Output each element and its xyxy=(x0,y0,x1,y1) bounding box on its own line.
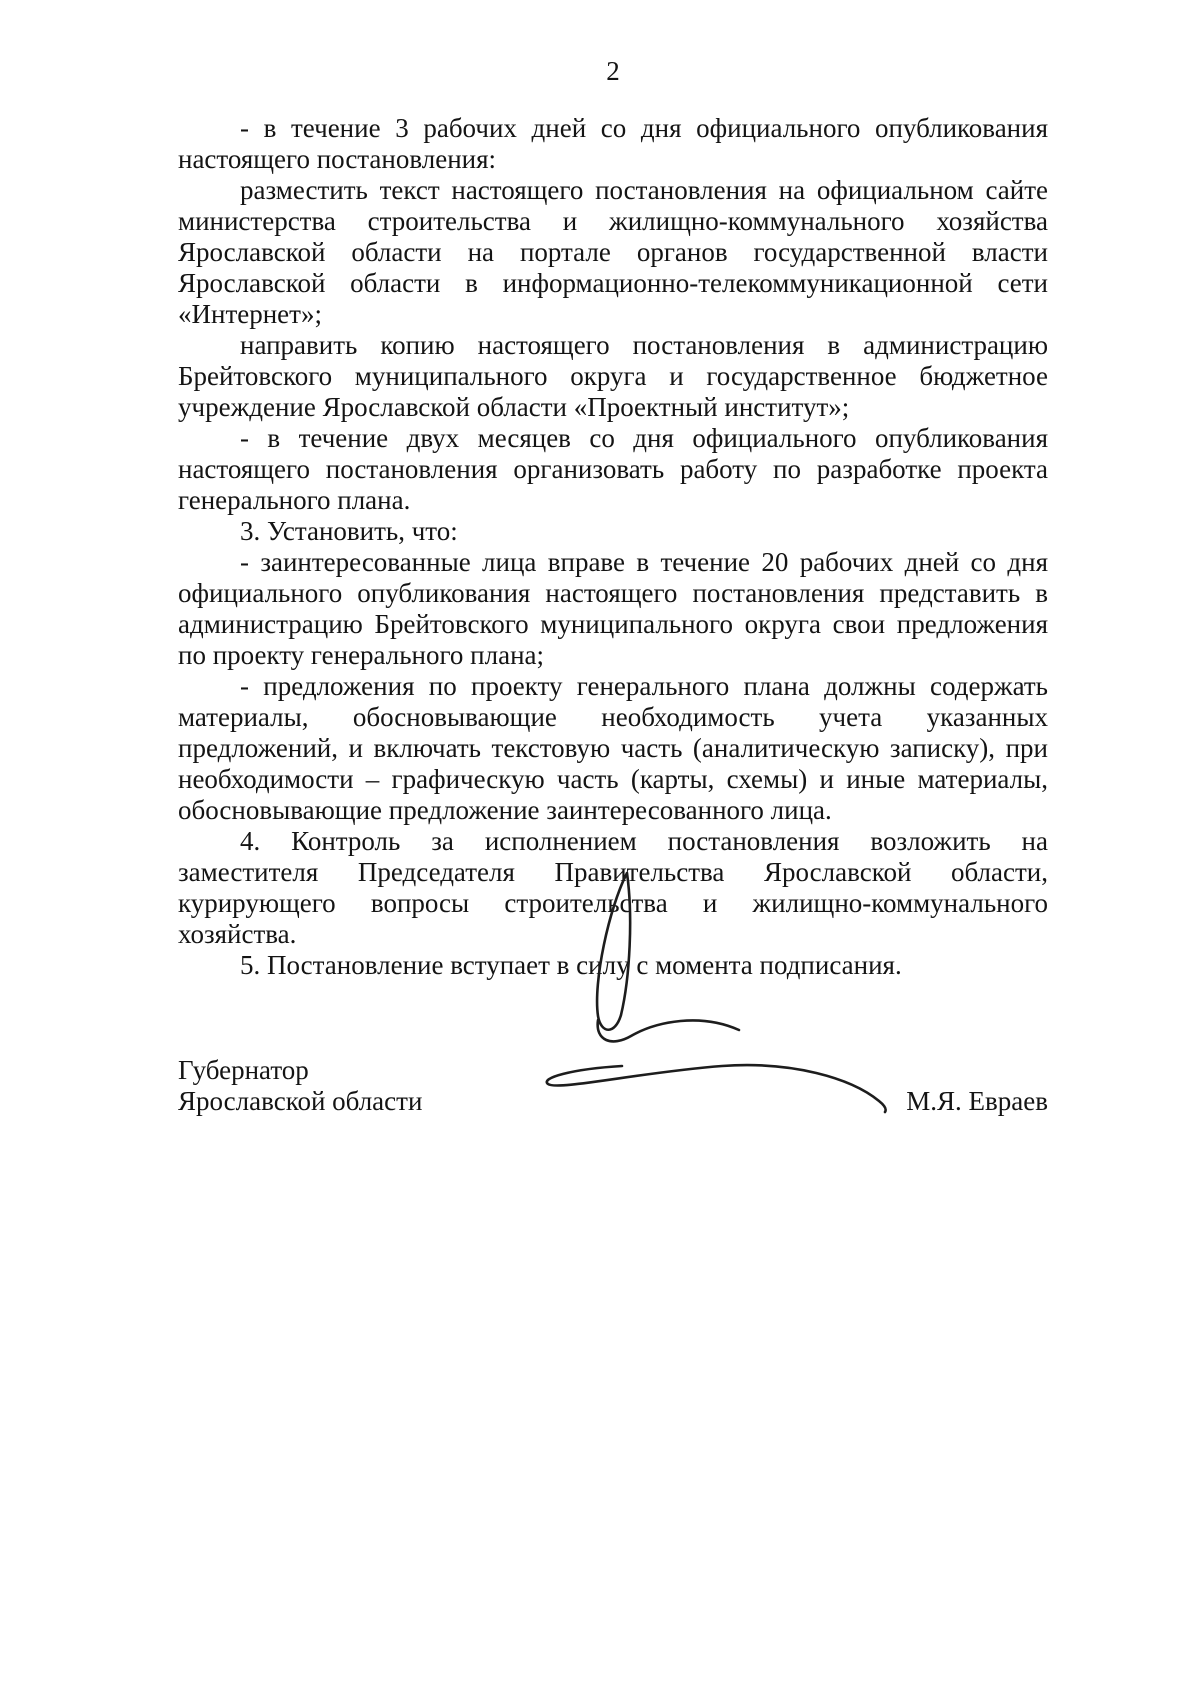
paragraph: направить копию настоящего постановления в администрацию Брейтовского муниципального округа и государственное бюджетное учреждение Ярославской области «Проектный институт»; xyxy=(178,330,1048,422)
signatory-position xyxy=(178,1055,422,1117)
paragraph: 4. Контроль за исполнением постановления возложить на заместителя Председателя Правительства Ярославской области, курирующего вопросы строительства и жилищно-коммунального хозяйства. xyxy=(178,826,1048,949)
paragraph: - в течение 3 рабочих дней со дня официального опубликования настоящего постановления: xyxy=(178,113,1048,174)
paragraph: - заинтересованные лица вправе в течение 20 рабочих дней со дня официального опубликования настоящего постановления представить в администрацию Брейтовского муниципального округа свои предложения по проекту генерального плана; xyxy=(178,547,1048,670)
paragraph: - предложения по проекту генерального плана должны содержать материалы, обосновывающие необходимость учета указанных предложений, и включать текстовую часть (аналитическую записку), при необходимости – графическую часть (карты, схемы) и иные материалы, обосновывающие предложение заинтересованного лица. xyxy=(178,671,1048,825)
signatory-name: М.Я. Евраев xyxy=(906,1086,1048,1116)
signature-block xyxy=(178,1055,1048,1117)
page-number: 2 xyxy=(606,56,620,86)
paragraph: 5. Постановление вступает в силу с момента подписания. xyxy=(240,950,902,980)
paragraph: 3. Установить, что: xyxy=(240,516,458,546)
signatory-position-line2: Ярославской области xyxy=(178,1086,423,1116)
paragraph: - в течение двух месяцев со дня официального опубликования настоящего постановления организовать работу по разработке проекта генерального плана. xyxy=(178,423,1048,515)
document-body xyxy=(178,113,1048,981)
paragraph: разместить текст настоящего постановления на официальном сайте министерства строительства и жилищно-коммунального хозяйства Ярославской области на портале органов государственной власти Ярославской области в информационно-телекоммуникационной сети «Интернет»; xyxy=(178,175,1048,329)
signatory-position-line1: Губернатор xyxy=(178,1055,309,1085)
